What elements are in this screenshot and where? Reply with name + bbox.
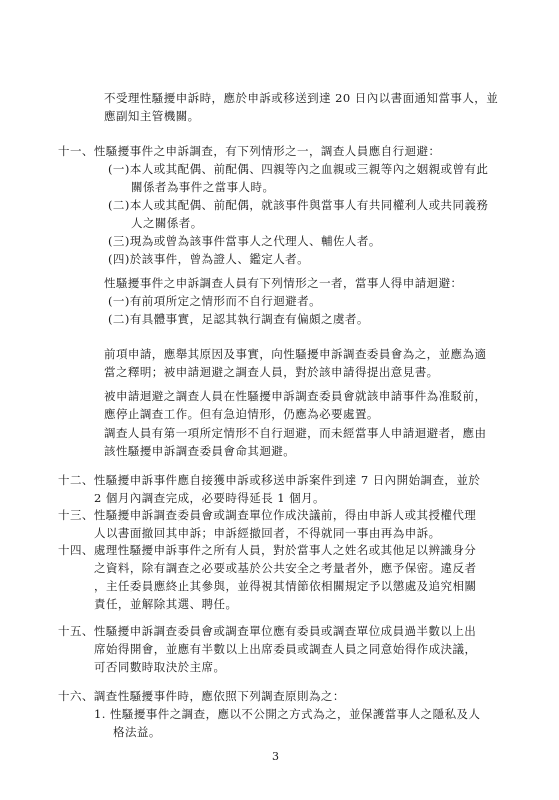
s11-paragraph-4-line-2: 應停止調查工作。但有急迫情形，仍應為必要處置。 bbox=[104, 407, 379, 421]
section-13-line-1: 十三、性騷擾申訴調查委員會或調查單位作成決議前，得由申訴人或其授權代理 bbox=[58, 508, 477, 522]
section-15-line-1: 十五、性騷擾申訴調查委員會或調查單位應有委員或調查單位成員過半數以上出 bbox=[58, 624, 477, 638]
s16-item-1-line-1: 1. 性騷擾事件之調查，應以不公開之方式為之，並保護當事人之隱私及人 bbox=[94, 707, 481, 721]
s11-item-2-line-1: (二)本人或其配偶、前配偶，就該事件與當事人有共同權利人或共同義務 bbox=[108, 198, 489, 212]
intro-line-1: 不受理性騷擾申訴時，應於申訴或移送到達 20 日內以書面通知當事人，並 bbox=[104, 91, 499, 105]
section-11-heading: 十一、性騷擾事件之申訴調查，有下列情形之一，調查人員應自行迴避： bbox=[58, 144, 441, 158]
section-13-line-2: 人以書面撤回其申訴；申訴經撤回者，不得就同一事由再為申訴。 bbox=[94, 526, 441, 540]
section-14-line-2: 之資料，除有調查之必要或基於公共安全之考量者外，應予保密。違反者 bbox=[94, 561, 477, 575]
section-14-line-3: ，主任委員應終止其參與，並得視其情節依相關規定予以懲處及追究相關 bbox=[94, 579, 477, 593]
intro-line-2: 應副知主管機關。 bbox=[104, 109, 200, 123]
s11-item-3: (三)現為或曾為該事件當事人之代理人、輔佐人者。 bbox=[108, 234, 381, 248]
section-12-line-2: 2 個月內調查完成，必要時得延長 1 個月。 bbox=[94, 491, 325, 505]
section-12-line-1: 十二、性騷擾申訴事件應自接獲申訴或移送申訴案件到達 7 日內開始調查，並於 bbox=[58, 473, 481, 487]
s11-item-4: (四)於該事件，曾為證人、鑑定人者。 bbox=[108, 252, 310, 266]
s11-paragraph-5-line-2: 該性騷擾申訴調查委員會命其迴避。 bbox=[104, 444, 296, 458]
s11-paragraph-3-line-2: 當之釋明；被申請迴避之調查人員，對於該申請得提出意見書。 bbox=[104, 365, 439, 379]
section-15-line-2: 席始得開會，並應有半數以上出席委員或調查人員之同意始得作成決議， bbox=[94, 642, 477, 656]
s11-p2-item-1: (一)有前項所定之情形而不自行迴避者。 bbox=[108, 294, 322, 308]
section-16-heading: 十六、調查性騷擾事件時，應依照下列調查原則為之： bbox=[58, 689, 345, 703]
s16-item-1-line-2: 格法益。 bbox=[113, 725, 161, 739]
s11-paragraph-2: 性騷擾事件之申訴調查人員有下列情形之一者，當事人得申請迴避： bbox=[104, 276, 463, 290]
page-number: 3 bbox=[272, 750, 279, 763]
section-15-line-3: 可否同數時取決於主席。 bbox=[94, 660, 226, 674]
section-14-line-1: 十四、處理性騷擾申訴事件之所有人員，對於當事人之姓名或其他足以辨識身分 bbox=[58, 543, 477, 557]
section-14-line-4: 責任，並解除其選、聘任。 bbox=[94, 597, 238, 611]
s11-paragraph-3-line-1: 前項申請，應舉其原因及事實，向性騷擾申訴調查委員會為之，並應為適 bbox=[104, 347, 487, 361]
s11-item-1-line-1: (一)本人或其配偶、前配偶、四親等內之血親或三親等內之姻親或曾有此 bbox=[108, 162, 489, 176]
s11-paragraph-4-line-1: 被申請迴避之調查人員在性騷擾申訴調查委員會就該申請事件為准駁前， bbox=[104, 389, 487, 403]
s11-p2-item-2: (二)有具體事實，足認其執行調查有偏頗之虞者。 bbox=[108, 312, 369, 326]
s11-paragraph-5-line-1: 調查人員有第一項所定情形不自行迴避，而未經當事人申請迴避者，應由 bbox=[104, 426, 487, 440]
s11-item-2-line-2: 人之關係者。 bbox=[131, 216, 203, 230]
s11-item-1-line-2: 關係者為事件之當事人時。 bbox=[131, 180, 275, 194]
